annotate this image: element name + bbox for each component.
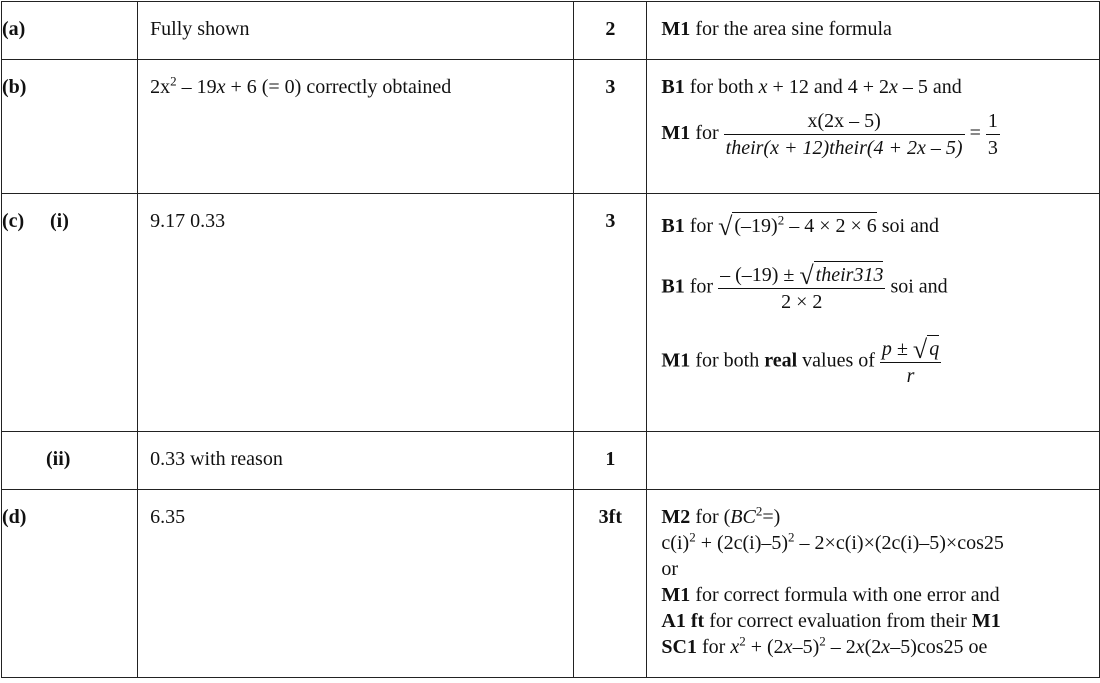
mark-scheme-table <box>1 1 1100 678</box>
part-label-cell <box>2 2 138 60</box>
fraction-one-third: $\frac{1}{3}$ <box>987 110 998 159</box>
marks-cell: 3ft <box>574 490 647 678</box>
subpart-label: (ii) <box>46 448 71 470</box>
part-label-cell <box>2 432 138 490</box>
marks-cell: 1 <box>574 432 647 490</box>
part-label: (b) <box>2 76 27 98</box>
answer-cell: Fully shown <box>138 2 574 60</box>
answer-cell: 0.33 with reason <box>138 432 574 490</box>
row-c-i <box>2 194 1100 432</box>
marks-cell: 3 <box>574 60 647 194</box>
pq-fraction: $\frac{p \pm √ q}{r}$ <box>881 335 940 387</box>
part-label: (a) <box>2 18 26 40</box>
answer-cell: $2x^2 - 19x + 6$ (= 0) correctly obtained <box>138 60 574 194</box>
part-label-cell <box>2 60 138 194</box>
answer-cell: 9.17 0.33 <box>138 194 574 432</box>
part-label: (d) <box>2 506 27 528</box>
part-label: (c) <box>2 210 25 232</box>
row-d <box>2 490 1100 678</box>
guidance-cell: M1 for the area sine formula <box>647 2 1100 60</box>
part-label-cell <box>2 490 138 678</box>
guidance-cell: B1 for both x + 12 and 4 + 2x – 5 and M1 for $\frac{x(2x - 5)}{\text{their(x + 12)their(4 + 2x – 5)}}$ = $\frac{1}{3}$ <box>647 60 1100 194</box>
row-b <box>2 60 1100 194</box>
marks-cell: 2 <box>574 2 647 60</box>
guidance-cell: M2 for $(BC^2=)$ $c(i)^2 + (2c(i)-5)^2 - 2\times c(i)\times(2c(i)-5)\times\cos 25$ or M1 for correct formula with one error and A1 ft for correct evaluation from their M1 SC1 for $x^2 + (2x-5)^2 - 2x(2x-5)\cos 25$ oe <box>647 490 1100 678</box>
marks-cell: 3 <box>574 194 647 432</box>
guidance-cell <box>647 432 1100 490</box>
answer-cell: 6.35 <box>138 490 574 678</box>
part-label-cell <box>2 194 138 432</box>
row-a <box>2 2 1100 60</box>
row-c-ii <box>2 432 1100 490</box>
quadratic-fraction: $\frac{\text{– (–19) ± √ their313}}{2 \times 2}$ <box>720 261 884 313</box>
fraction: $\frac{x(2x - 5)}{\text{their(x + 12)their(4 + 2x – 5)}}$ <box>725 110 963 159</box>
subpart-label: (i) <box>50 210 69 232</box>
guidance-cell: B1 for √ $(-19)^2 - 4 \times 2 \times 6$ soi and B1 for $\frac{\text{– (–19) ± √ their313}}{2 \times 2}$ soi and M1 for both real values of $\frac{p \pm √ q}{r}$ <box>647 194 1100 432</box>
